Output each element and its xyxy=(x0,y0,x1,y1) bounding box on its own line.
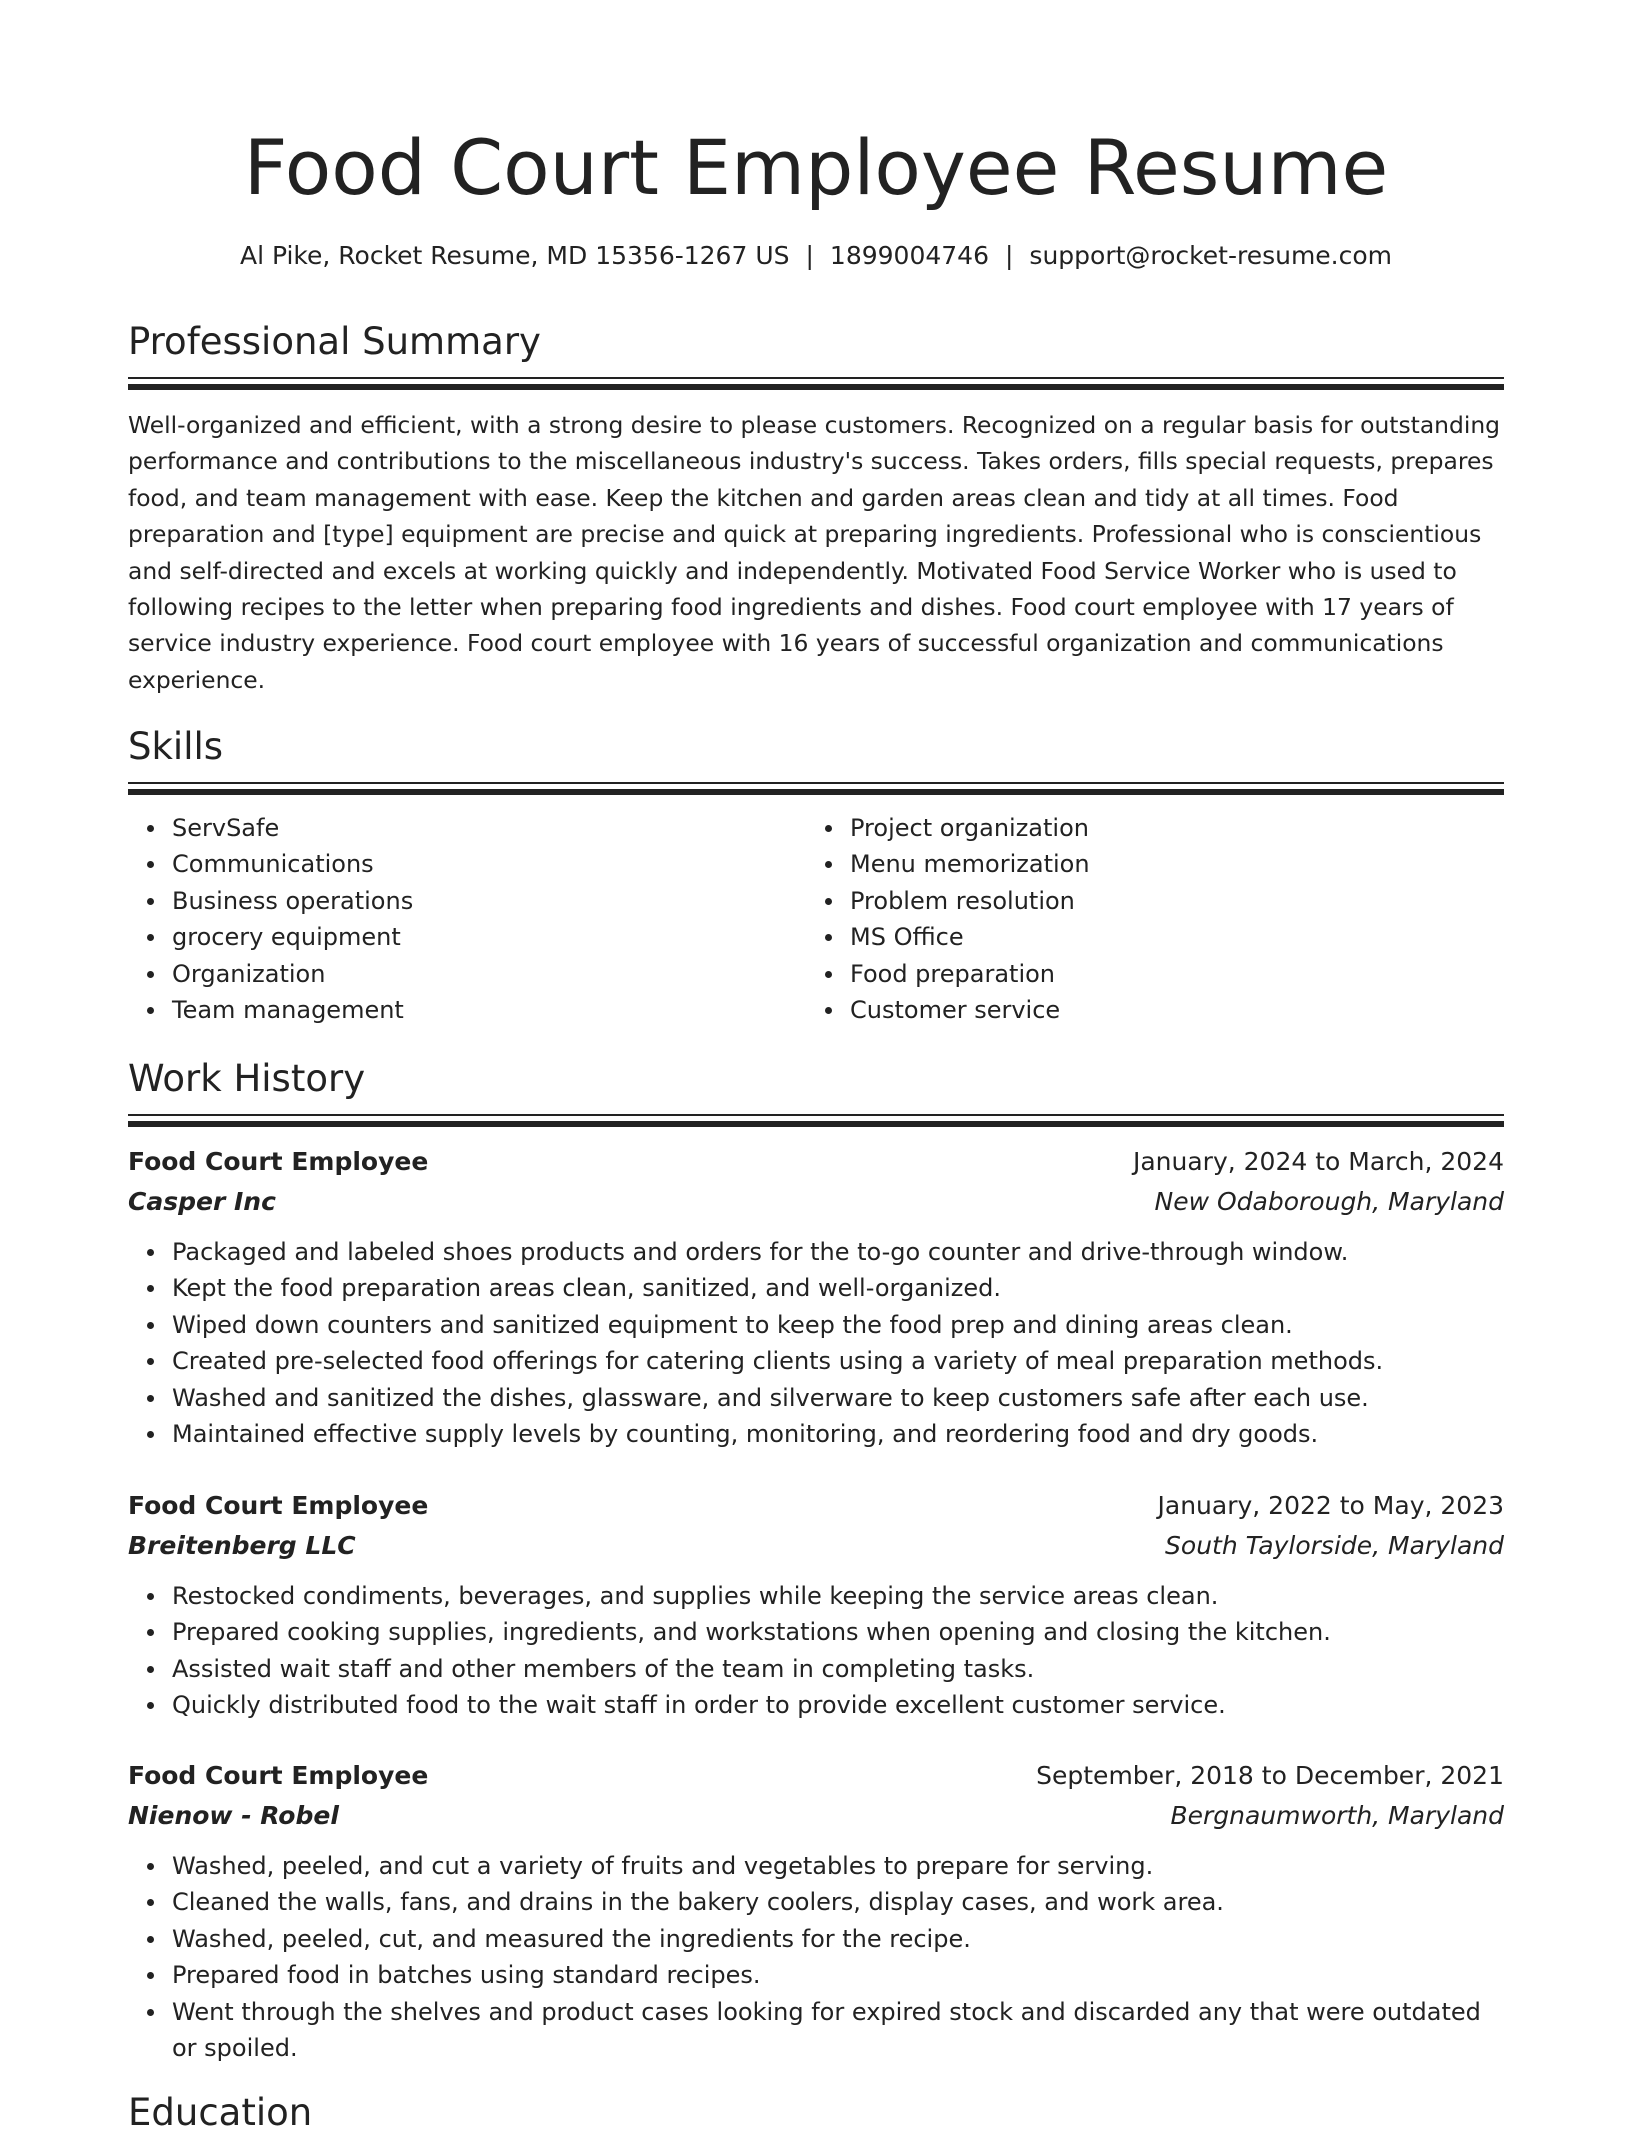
job-bullet: Washed, peeled, and cut a variety of fruits and vegetables to prepare for serving. xyxy=(172,1848,1504,1884)
skill-item: grocery equipment xyxy=(172,919,413,955)
job-location: Bergnaumworth, Maryland xyxy=(1170,1801,1504,1830)
job-bullet: Washed and sanitized the dishes, glassware, and silverware to keep customers safe after each use. xyxy=(172,1380,1504,1416)
contact-email: support@rocket-resume.com xyxy=(1029,241,1393,270)
job-company: Breitenberg LLC xyxy=(128,1531,356,1560)
section-divider xyxy=(128,1114,1504,1127)
job-entry xyxy=(128,1756,1504,2066)
skill-item: Organization xyxy=(172,956,413,992)
job-location: New Odaborough, Maryland xyxy=(1154,1187,1504,1216)
contact-line xyxy=(128,238,1504,274)
skill-item: Food preparation xyxy=(850,956,1090,992)
skill-item: Business operations xyxy=(172,883,413,919)
job-bullet: Created pre-selected food offerings for catering clients using a variety of meal preparation methods. xyxy=(172,1343,1504,1379)
job-bullet: Restocked condiments, beverages, and supplies while keeping the service areas clean. xyxy=(172,1578,1504,1614)
skills-list-left xyxy=(128,810,413,1028)
job-bullets xyxy=(128,1848,1504,2066)
contact-phone: 1899004746 xyxy=(829,241,989,270)
job-entry xyxy=(128,1486,1504,1724)
section-heading-summary: Professional Summary xyxy=(128,320,541,363)
contact-separator: | xyxy=(805,241,814,270)
skill-item: ServSafe xyxy=(172,810,413,846)
skill-item: Communications xyxy=(172,846,413,882)
job-company: Nienow - Robel xyxy=(128,1801,339,1830)
skill-item: Team management xyxy=(172,992,413,1028)
skill-item: MS Office xyxy=(850,919,1090,955)
job-bullets xyxy=(128,1578,1504,1724)
job-bullet: Quickly distributed food to the wait staff in order to provide excellent customer service. xyxy=(172,1687,1504,1723)
job-bullet: Cleaned the walls, fans, and drains in the bakery coolers, display cases, and work area. xyxy=(172,1884,1504,1920)
skill-item: Menu memorization xyxy=(850,846,1090,882)
contact-address: Al Pike, Rocket Resume, MD 15356-1267 US xyxy=(239,241,790,270)
job-location: South Taylorside, Maryland xyxy=(1165,1531,1504,1560)
section-heading-work-history: Work History xyxy=(128,1057,366,1100)
section-divider xyxy=(128,377,1504,390)
job-dates: January, 2024 to March, 2024 xyxy=(1132,1147,1504,1176)
job-dates: January, 2022 to May, 2023 xyxy=(1157,1491,1504,1520)
job-title: Food Court Employee xyxy=(128,1147,429,1176)
job-bullet: Prepared cooking supplies, ingredients, and workstations when opening and closing the kitchen. xyxy=(172,1614,1504,1650)
job-company: Casper Inc xyxy=(128,1187,276,1216)
contact-separator: | xyxy=(1004,241,1014,270)
job-title: Food Court Employee xyxy=(128,1491,429,1520)
job-entry xyxy=(128,1142,1504,1452)
job-bullet: Assisted wait staff and other members of the team in completing tasks. xyxy=(172,1651,1504,1687)
job-bullet: Went through the shelves and product cases looking for expired stock and discarded any that were outdated or spoiled. xyxy=(172,1994,1504,2067)
section-heading-skills: Skills xyxy=(128,725,224,768)
job-bullets xyxy=(128,1234,1504,1452)
job-title: Food Court Employee xyxy=(128,1761,429,1790)
resume-title: Food Court Employee Resume xyxy=(243,123,1389,212)
summary-text: Well-organized and efficient, with a strong desire to please customers. Recognized on a regular basis for outstanding performance and contributions to the miscellaneous industry's success. Takes orders, fills special requests, prepares food, and team management with ease. Keep the kitchen and garden areas clean and tidy at all times. Food preparation and [type] equipment are precise and quick at preparing ingredients. Professional who is conscientious and self-directed and excels at working quickly and independently. Motivated Food Service Worker who is used to following recipes to the letter when preparing food ingredients and dishes. Food court employee with 17 years of service industry experience. Food court employee with 16 years of successful organization and communications experience. xyxy=(128,411,1501,694)
section-heading-education: Education xyxy=(128,2091,313,2134)
job-bullet: Kept the food preparation areas clean, sanitized, and well-organized. xyxy=(172,1270,1504,1306)
job-bullet: Washed, peeled, cut, and measured the ingredients for the recipe. xyxy=(172,1921,1504,1957)
job-bullet: Wiped down counters and sanitized equipment to keep the food prep and dining areas clean. xyxy=(172,1307,1504,1343)
job-dates: September, 2018 to December, 2021 xyxy=(1036,1761,1504,1790)
skill-item: Problem resolution xyxy=(850,883,1090,919)
section-divider xyxy=(128,782,1504,795)
job-bullet: Prepared food in batches using standard recipes. xyxy=(172,1957,1504,1993)
job-bullet: Packaged and labeled shoes products and orders for the to-go counter and drive-through window. xyxy=(172,1234,1504,1270)
skill-item: Customer service xyxy=(850,992,1090,1028)
skill-item: Project organization xyxy=(850,810,1090,846)
job-bullet: Maintained effective supply levels by counting, monitoring, and reordering food and dry goods. xyxy=(172,1416,1504,1452)
skills-list-right xyxy=(806,810,1090,1028)
